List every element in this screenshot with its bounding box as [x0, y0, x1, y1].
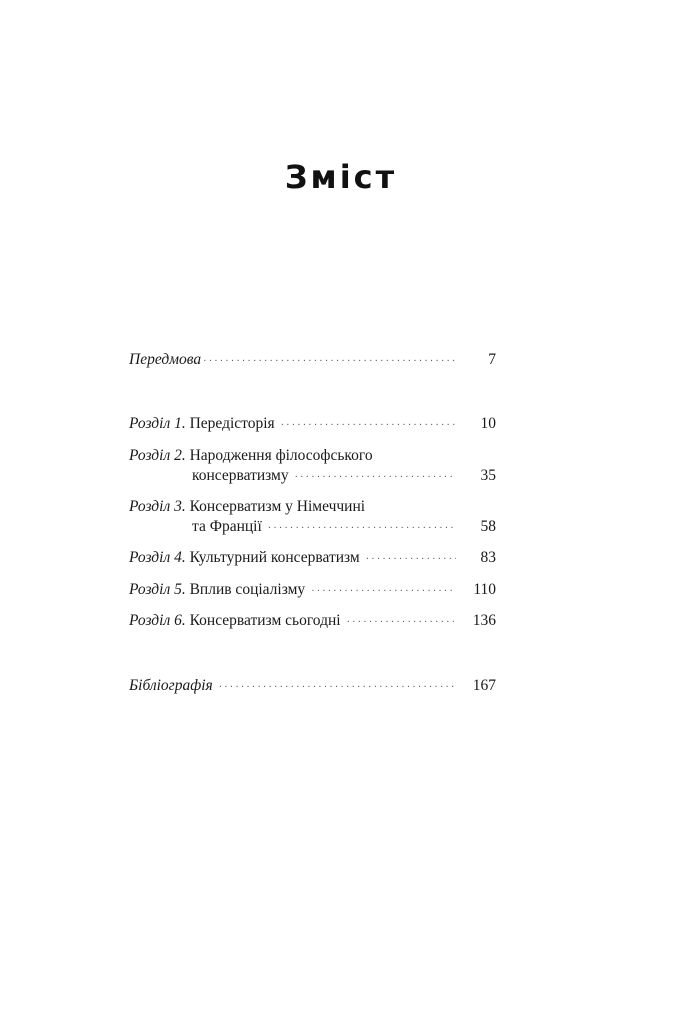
- toc-entry-chapter-6[interactable]: [129, 611, 496, 631]
- page-title: Зміст: [284, 158, 398, 196]
- chapter-title-line-1: Консерватизм у Німеччині: [189, 498, 366, 515]
- toc-entry-chapter-4[interactable]: [129, 548, 496, 568]
- toc-page-number: 35: [480, 467, 496, 484]
- dot-leader: [203, 352, 456, 372]
- chapter-prefix: Розділ 3.: [129, 498, 186, 515]
- dot-leader: [311, 582, 456, 602]
- toc-page-number: 83: [480, 549, 496, 566]
- toc-page-number: 167: [472, 677, 496, 694]
- toc-page-number: 136: [472, 612, 496, 629]
- chapter-prefix: Розділ 5.: [129, 581, 186, 598]
- dot-leader: [281, 416, 456, 436]
- toc-entry-label: Бібліографія: [129, 677, 213, 694]
- toc-entry-label: Передмова: [129, 351, 202, 368]
- dot-leader: [219, 678, 456, 698]
- dot-leader: [295, 468, 456, 488]
- toc-entry-chapter-1[interactable]: [129, 414, 496, 434]
- toc-entry-chapter-2[interactable]: [129, 446, 496, 486]
- dot-leader: [347, 613, 456, 633]
- toc-entry-chapter-5[interactable]: [129, 580, 496, 600]
- chapter-title: Передісторія: [189, 415, 275, 432]
- chapter-prefix: Розділ 6.: [129, 612, 186, 629]
- chapter-title: Консерватизм сьогодні: [189, 612, 341, 629]
- toc-page-number: 58: [480, 518, 496, 535]
- toc-entry-bibliography[interactable]: [129, 676, 496, 696]
- chapter-prefix: Розділ 2.: [129, 447, 186, 464]
- chapter-prefix: Розділ 4.: [129, 549, 186, 566]
- dot-leader: [366, 550, 456, 570]
- toc-entry-preface[interactable]: [129, 350, 496, 370]
- chapter-title: Вплив соціалізму: [189, 581, 306, 598]
- toc-page-number: 7: [488, 351, 496, 368]
- chapter-title: Культурний консерватизм: [189, 549, 360, 566]
- toc-entry-chapter-3[interactable]: [129, 497, 496, 537]
- chapter-title-line-2: та Франції: [192, 518, 262, 535]
- chapter-prefix: Розділ 1.: [129, 415, 186, 432]
- toc-page-number: 10: [480, 415, 496, 432]
- chapter-title-line-2: консерватизму: [192, 467, 289, 484]
- dot-leader: [268, 519, 456, 539]
- toc-page-number: 110: [473, 581, 496, 598]
- chapter-title-line-1: Народження філософського: [189, 447, 373, 464]
